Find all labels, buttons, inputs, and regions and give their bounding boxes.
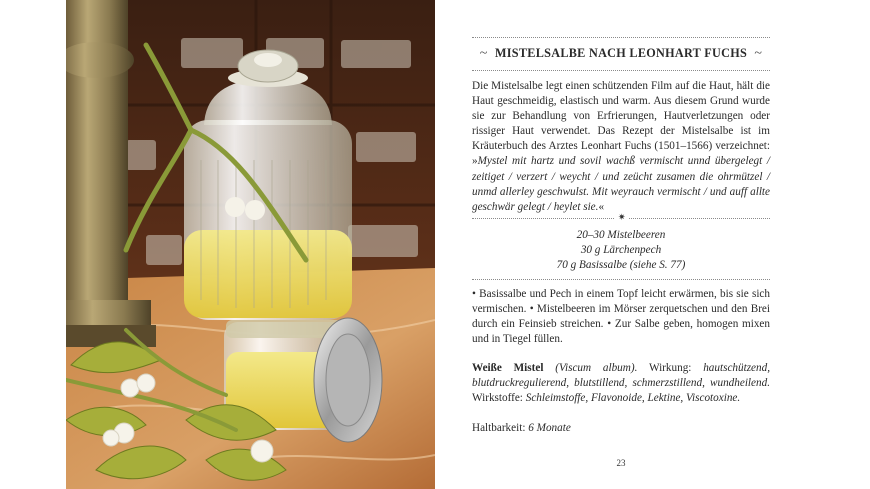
- historic-quote: Mystel mit hartz und sovil wachß vermischt unnd übergelegt / zeitiget / verzert / weycht / und zeücht zusamen die ohrmützel / unmd allerley geschwulst. Mit weyrauch vermischt / und auff allte geschwär gelegt / heylet sie.: [472, 155, 770, 213]
- plant-substances: Schleimstoffe, Flavonoide, Lektine, Viscotoxine.: [525, 392, 741, 405]
- photo-mistletoe-salve: [66, 0, 435, 489]
- recipe-title-row: [472, 46, 770, 62]
- ingredients-bottom-rule: [472, 279, 770, 280]
- page-number: 23: [616, 458, 626, 468]
- recipe-title: MISTELSALBE NACH LEONHART FUCHS: [494, 46, 748, 60]
- plant-effects: hautschützend, blutdruckregulierend, blutstillend, schmerzstillend, wundheilend.: [472, 362, 771, 390]
- ingredient-item: 30 g Lärchenpech: [580, 244, 662, 257]
- ingredient-item: 70 g Basissalbe (siehe S. 77): [556, 259, 686, 272]
- shelf-life-value: 6 Monate: [528, 422, 571, 434]
- title-rule: [472, 70, 770, 71]
- plant-name: Weiße Mistel: [472, 362, 544, 374]
- ingredient-item: 20–30 Mistelbeeren: [576, 229, 666, 241]
- plant-latin-name: (Viscum album).: [555, 362, 638, 374]
- shelf-life-label: Haltbarkeit:: [472, 422, 529, 434]
- plant-info: [472, 361, 770, 406]
- ingredient-list: [472, 228, 770, 274]
- quote-close: «: [598, 200, 605, 213]
- preparation-steps: • Basissalbe und Pech in einem Topf leicht erwärmen, bis sie sich vermischen. • Mistelbeeren im Mörser zerquetschen und den Brei durch ein Feinsieb streichen. • Zur Salbe geben, homogen mixen und in Tiegel füllen.: [472, 288, 770, 346]
- intro-text: Die Mistelsalbe legt einen schützenden Film auf die Haut, hält die Haut geschmeidig, elastisch und warm. Aus diesem Grund wurde sie zur Behandlung von Erfrierungen, Hautverletzungen oder rissiger Haut verwendet. Das Rezept der Mistelsalbe ist im Kräuterbuch des Arztes Leonhart Fuchs (1501–1566) verzeichnet: »: [472, 80, 770, 168]
- top-rule: [472, 37, 770, 38]
- separator-star-icon: ✷: [615, 212, 629, 223]
- recipe-page: [472, 0, 770, 489]
- shelf-life: [472, 421, 770, 436]
- intro-paragraph: [472, 79, 770, 215]
- effect-label: Wirkung:: [637, 362, 704, 374]
- substances-label: Wirkstoffe:: [472, 392, 526, 405]
- title-ornament-left: ~: [479, 46, 488, 61]
- title-ornament-right: ~: [754, 46, 763, 61]
